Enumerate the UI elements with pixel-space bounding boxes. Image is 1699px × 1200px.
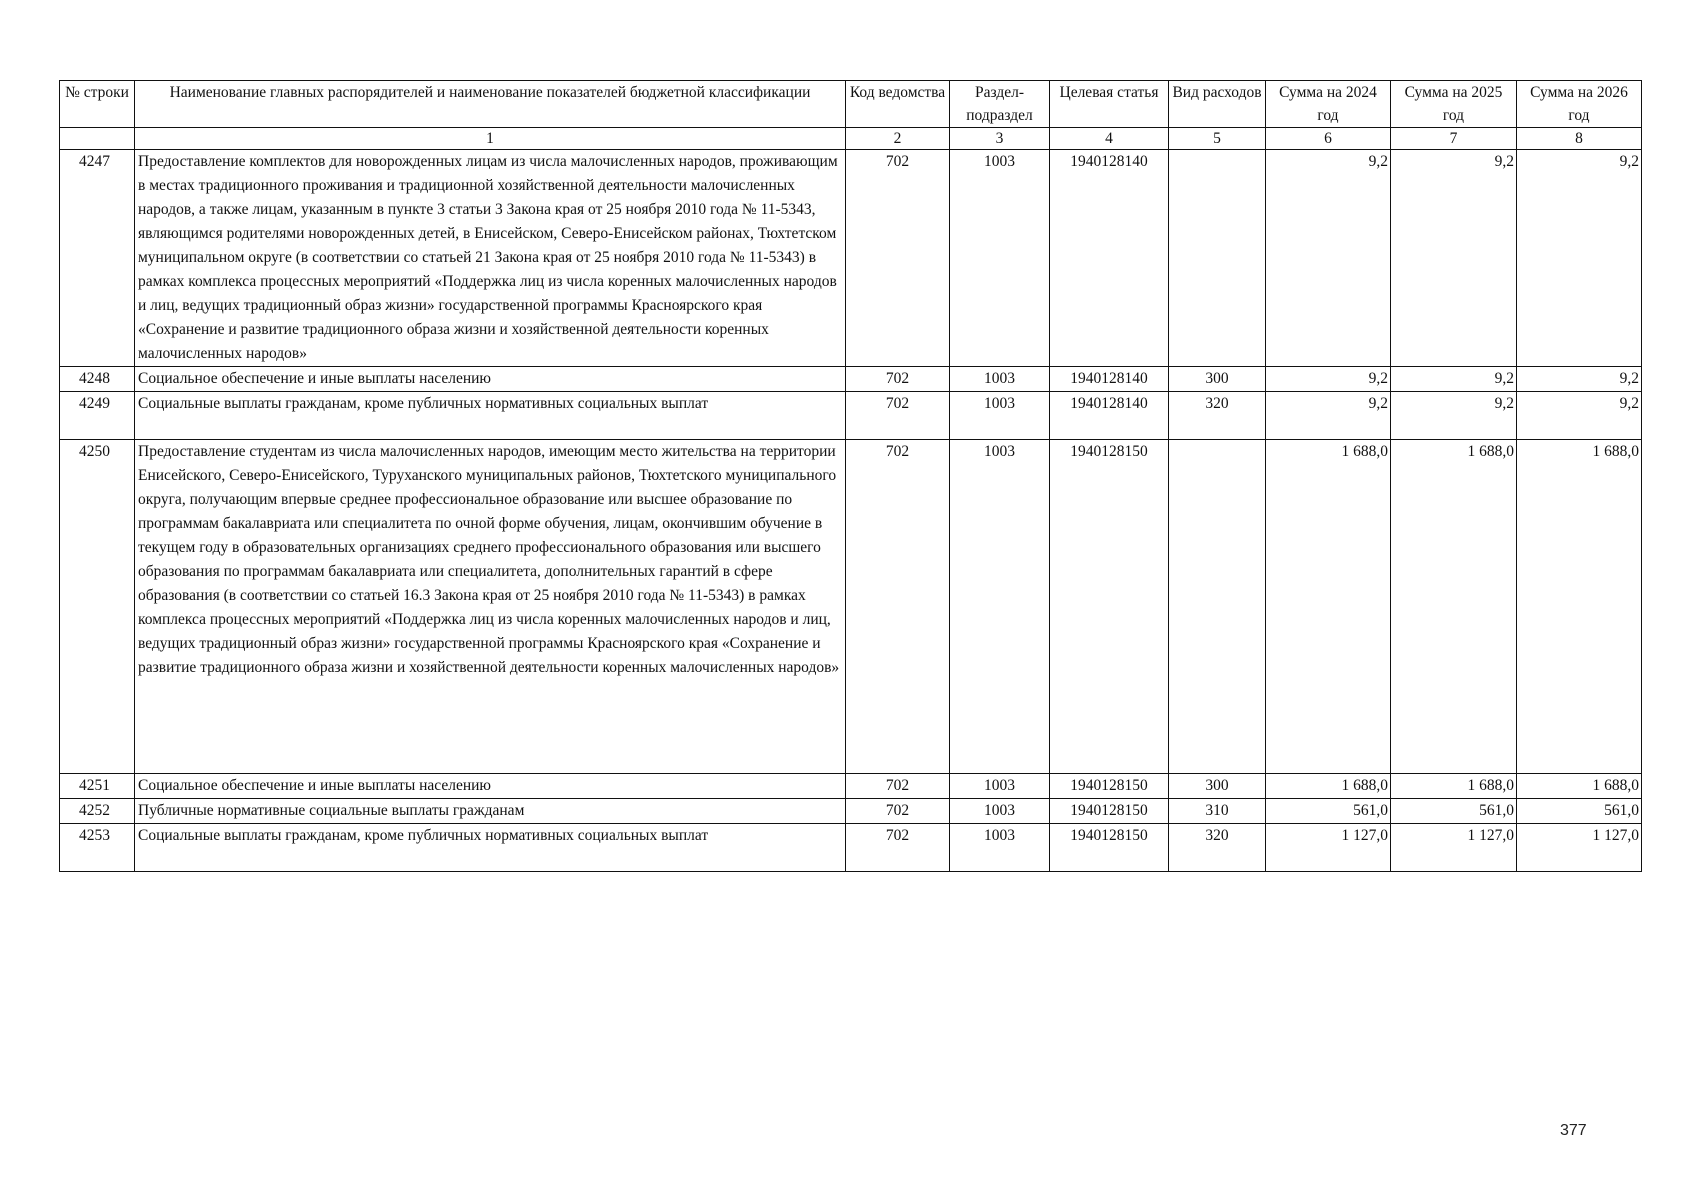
- column-number: 2: [846, 128, 950, 150]
- column-number: [60, 128, 135, 150]
- row-sum-2025: 9,2: [1391, 392, 1517, 440]
- page-number: 377: [1560, 1122, 1587, 1139]
- row-target-article: 1940128150: [1050, 799, 1169, 824]
- row-dept-code: 702: [846, 367, 950, 392]
- header-expense-type: Вид расходов: [1169, 81, 1266, 128]
- row-name: Социальное обеспечение и иные выплаты населению: [135, 367, 846, 392]
- header-sum-2025: Сумма на 2025 год: [1391, 81, 1517, 128]
- row-section: 1003: [950, 150, 1050, 367]
- budget-table: [59, 80, 1642, 872]
- row-sum-2024: 1 127,0: [1266, 824, 1391, 872]
- row-dept-code: 702: [846, 774, 950, 799]
- row-expense-type: 300: [1169, 367, 1266, 392]
- row-target-article: 1940128140: [1050, 150, 1169, 367]
- row-target-article: 1940128150: [1050, 774, 1169, 799]
- column-number: 7: [1391, 128, 1517, 150]
- table-row: [60, 799, 1642, 824]
- row-number: 4247: [60, 150, 135, 367]
- table-row: [60, 824, 1642, 872]
- table-row: [60, 774, 1642, 799]
- table-row: [60, 150, 1642, 367]
- header-name: Наименование главных распорядителей и наименование показателей бюджетной классификации: [135, 81, 846, 128]
- row-sum-2024: 9,2: [1266, 392, 1391, 440]
- row-sum-2025: 9,2: [1391, 150, 1517, 367]
- row-section: 1003: [950, 799, 1050, 824]
- row-section: 1003: [950, 367, 1050, 392]
- row-target-article: 1940128150: [1050, 824, 1169, 872]
- row-sum-2026: 561,0: [1517, 799, 1642, 824]
- row-sum-2025: 1 127,0: [1391, 824, 1517, 872]
- row-section: 1003: [950, 774, 1050, 799]
- row-number: 4250: [60, 440, 135, 774]
- row-expense-type: [1169, 440, 1266, 774]
- column-number: 3: [950, 128, 1050, 150]
- column-number: 1: [135, 128, 846, 150]
- header-dept-code: Код ведомства: [846, 81, 950, 128]
- row-number: 4252: [60, 799, 135, 824]
- column-number: 5: [1169, 128, 1266, 150]
- column-number: 8: [1517, 128, 1642, 150]
- row-dept-code: 702: [846, 440, 950, 774]
- row-target-article: 1940128140: [1050, 367, 1169, 392]
- row-name: Социальные выплаты гражданам, кроме публичных нормативных социальных выплат: [135, 392, 846, 440]
- row-number: 4248: [60, 367, 135, 392]
- row-number: 4249: [60, 392, 135, 440]
- row-section: 1003: [950, 440, 1050, 774]
- row-expense-type: [1169, 150, 1266, 367]
- row-section: 1003: [950, 392, 1050, 440]
- header-sum-2024: Сумма на 2024 год: [1266, 81, 1391, 128]
- table-row: [60, 440, 1642, 774]
- row-sum-2025: 1 688,0: [1391, 440, 1517, 774]
- column-number: 4: [1050, 128, 1169, 150]
- row-sum-2025: 561,0: [1391, 799, 1517, 824]
- row-sum-2026: 1 688,0: [1517, 774, 1642, 799]
- row-name: Предоставление комплектов для новорожденных лицам из числа малочисленных народов, проживающим в местах традиционного проживания и традиционной хозяйственной деятельности малочисленных народов, а также лицам, указанным в пункте 3 статьи 3 Закона края от 25 ноября 2010 года № 11-5343, являющимся родителями новорожденных детей, в Енисейском, Северо-Енисейском районах, Тюхтетском муниципальном округе (в соответствии со статьей 21 Закона края от 25 ноября 2010 года № 11-5343) в рамках комплекса процессных мероприятий «Поддержка лиц из числа коренных малочисленных народов и лиц, ведущих традиционный образ жизни» государственной программы Красноярского края «Сохранение и развитие традиционного образа жизни и хозяйственной деятельности коренных малочисленных народов»: [135, 150, 846, 367]
- row-sum-2024: 561,0: [1266, 799, 1391, 824]
- row-sum-2024: 1 688,0: [1266, 440, 1391, 774]
- row-sum-2026: 9,2: [1517, 367, 1642, 392]
- column-number-row: [60, 128, 1642, 150]
- row-sum-2025: 1 688,0: [1391, 774, 1517, 799]
- row-number: 4251: [60, 774, 135, 799]
- row-sum-2025: 9,2: [1391, 367, 1517, 392]
- row-dept-code: 702: [846, 799, 950, 824]
- row-name: Публичные нормативные социальные выплаты гражданам: [135, 799, 846, 824]
- row-target-article: 1940128150: [1050, 440, 1169, 774]
- row-expense-type: 310: [1169, 799, 1266, 824]
- row-expense-type: 300: [1169, 774, 1266, 799]
- row-name: Предоставление студентам из числа малочисленных народов, имеющим место жительства на территории Енисейского, Северо-Енисейского, Туруханского муниципальных районов, Тюхтетского муниципального округа, получающим впервые среднее профессиональное образование или высшее образование по программам бакалавриата или специалитета по очной форме обучения, лицам, окончившим обучение в текущем году в образовательных организациях среднего профессионального образования или высшего образования по программам бакалавриата или специалитета, дополнительных гарантий в сфере образования (в соответствии со статьей 16.3 Закона края от 25 ноября 2010 года № 11-5343) в рамках комплекса процессных мероприятий «Поддержка лиц из числа коренных малочисленных народов и лиц, ведущих традиционный образ жизни» государственной программы Красноярского края «Сохранение и развитие традиционного образа жизни и хозяйственной деятельности коренных малочисленных народов»: [135, 440, 846, 774]
- header-sum-2026: Сумма на 2026 год: [1517, 81, 1642, 128]
- row-dept-code: 702: [846, 392, 950, 440]
- row-number: 4253: [60, 824, 135, 872]
- row-dept-code: 702: [846, 150, 950, 367]
- row-sum-2026: 9,2: [1517, 150, 1642, 367]
- table-row: [60, 367, 1642, 392]
- row-sum-2026: 9,2: [1517, 392, 1642, 440]
- row-section: 1003: [950, 824, 1050, 872]
- row-dept-code: 702: [846, 824, 950, 872]
- column-number: 6: [1266, 128, 1391, 150]
- table-row: [60, 392, 1642, 440]
- row-sum-2026: 1 127,0: [1517, 824, 1642, 872]
- row-sum-2024: 9,2: [1266, 150, 1391, 367]
- row-name: Социальное обеспечение и иные выплаты населению: [135, 774, 846, 799]
- row-target-article: 1940128140: [1050, 392, 1169, 440]
- row-name: Социальные выплаты гражданам, кроме публичных нормативных социальных выплат: [135, 824, 846, 872]
- row-sum-2026: 1 688,0: [1517, 440, 1642, 774]
- header-row-number: № строки: [60, 81, 135, 128]
- header-target-article: Целевая статья: [1050, 81, 1169, 128]
- header-section: Раздел-подраздел: [950, 81, 1050, 128]
- row-sum-2024: 1 688,0: [1266, 774, 1391, 799]
- row-sum-2024: 9,2: [1266, 367, 1391, 392]
- row-expense-type: 320: [1169, 392, 1266, 440]
- row-expense-type: 320: [1169, 824, 1266, 872]
- header-row: [60, 81, 1642, 128]
